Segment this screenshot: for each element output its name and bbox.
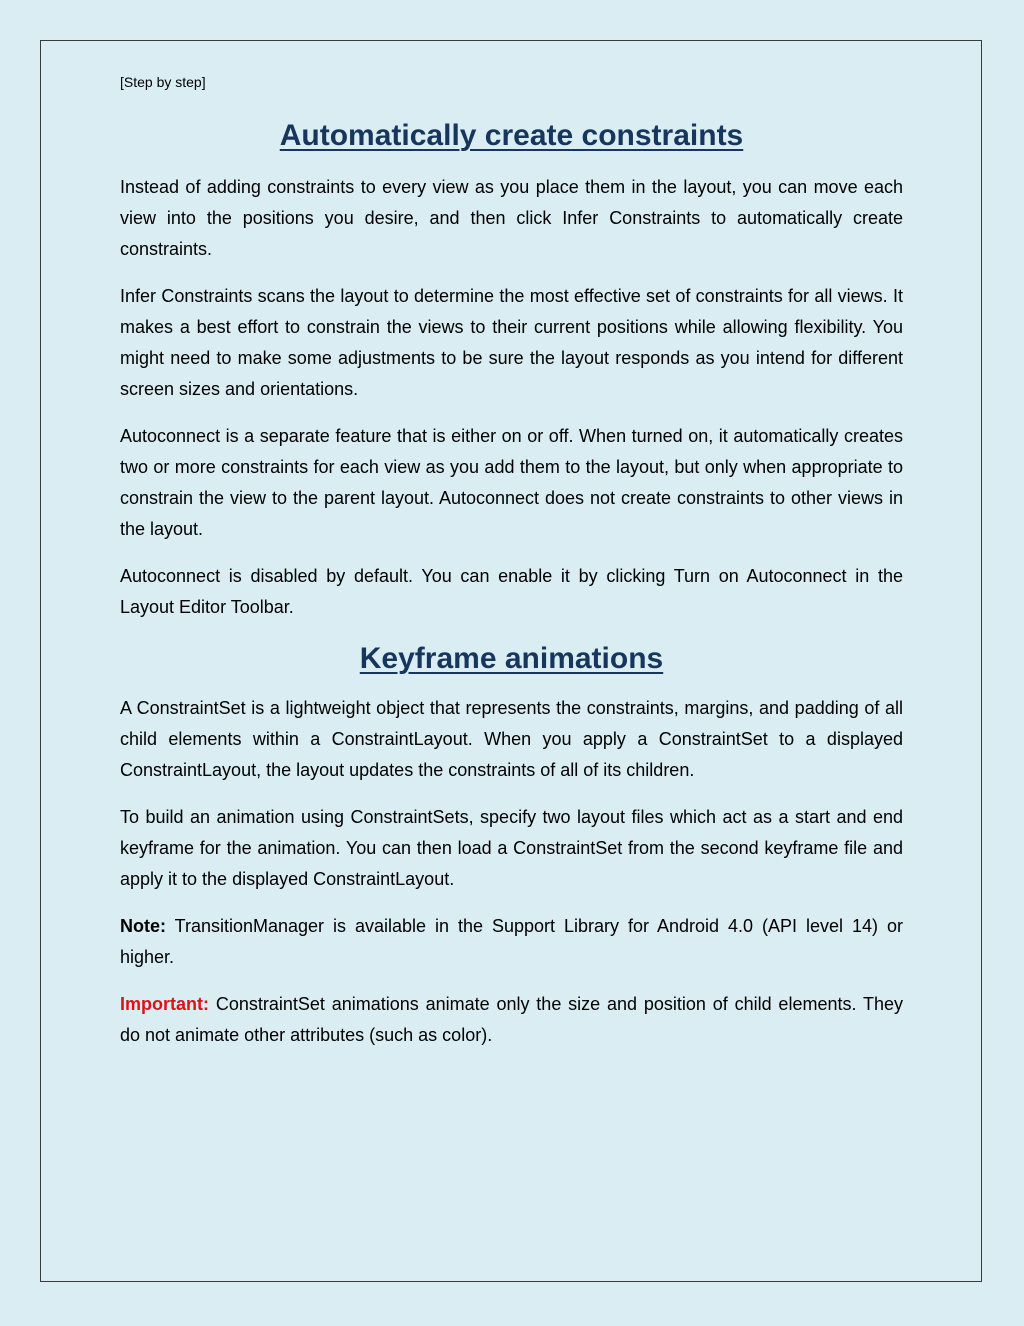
header-note: [Step by step] bbox=[120, 74, 206, 90]
note-paragraph bbox=[120, 911, 903, 973]
section-title-keyframe-animations: Keyframe animations bbox=[359, 642, 664, 675]
paragraph: To build an animation using ConstraintSets, specify two layout files which act as a start and end keyframe for the animation. You can then load a ConstraintSet from the second keyframe file and apply it to the displayed ConstraintLayout. bbox=[120, 807, 903, 889]
paragraph: Infer Constraints scans the layout to determine the most effective set of constraints for all views. It makes a best effort to constrain the views to their current positions while allowing flexibility. You might need to make some adjustments to be sure the layout responds as you intend for different screen sizes and orientations. bbox=[120, 286, 903, 399]
important-paragraph bbox=[120, 989, 903, 1051]
section-title-auto-constraints: Automatically create constraints bbox=[279, 119, 744, 152]
paragraph: Instead of adding constraints to every view as you place them in the layout, you can move each view into the positions you desire, and then click Infer Constraints to automatically create constraints. bbox=[120, 177, 903, 259]
note-label: Note: bbox=[120, 916, 166, 936]
note-text: TransitionManager is available in the Support Library for Android 4.0 (API level 14) or higher. bbox=[120, 916, 903, 967]
document-body bbox=[120, 70, 903, 1067]
important-text: ConstraintSet animations animate only the size and position of child elements. They do not animate other attributes (such as color). bbox=[120, 994, 903, 1045]
paragraph: A ConstraintSet is a lightweight object that represents the constraints, margins, and padding of all child elements within a ConstraintLayout. When you apply a ConstraintSet to a displayed ConstraintLayout, the layout updates the constraints of all of its children. bbox=[120, 698, 903, 780]
paragraph: Autoconnect is a separate feature that is either on or off. When turned on, it automatically creates two or more constraints for each view as you add them to the layout, but only when appropriate to constrain the view to the parent layout. Autoconnect does not create constraints to other views in the layout. bbox=[120, 426, 903, 539]
important-label: Important: bbox=[120, 994, 209, 1014]
paragraph: Autoconnect is disabled by default. You can enable it by clicking Turn on Autoconnect in the Layout Editor Toolbar. bbox=[120, 566, 903, 617]
